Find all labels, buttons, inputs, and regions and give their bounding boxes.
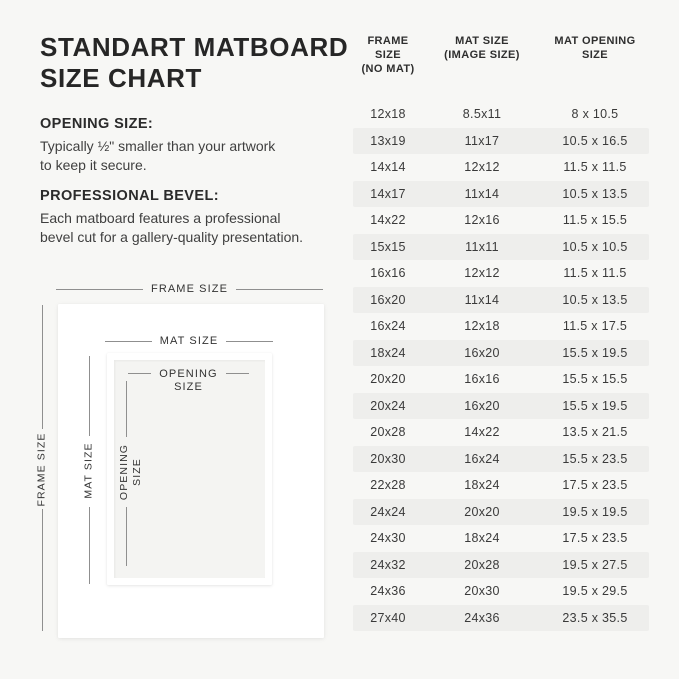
table-cell: 15.5 x 19.5: [562, 345, 628, 360]
table-row: [353, 446, 649, 473]
size-table-header: [353, 34, 649, 76]
opening-size-horizontal-label: [128, 367, 249, 380]
opening-size-label-line1: OPENING: [159, 367, 218, 380]
table-cell: 20x20: [464, 504, 500, 519]
table-cell: 15.5 x 19.5: [562, 398, 628, 413]
table-cell: 20x28: [370, 425, 406, 440]
opening-size-label-line2: SIZE: [174, 381, 203, 393]
table-cell: 18x24: [464, 478, 500, 493]
table-row: [353, 499, 649, 526]
opening-size-body-line1: Typically ½" smaller than your artwork: [40, 138, 276, 154]
mat-size-label-text: MAT SIZE: [159, 335, 219, 347]
measure-line: [89, 507, 90, 584]
table-cell: 17.5 x 23.5: [562, 478, 628, 493]
table-cell: 19.5 x 19.5: [562, 504, 628, 519]
table-row: [353, 552, 649, 579]
table-row: [353, 578, 649, 605]
table-cell: 19.5 x 27.5: [562, 557, 628, 572]
table-cell: 14x22: [464, 425, 500, 440]
table-cell: 11.5 x 11.5: [563, 266, 627, 281]
professional-bevel-body-line2: bevel cut for a gallery-quality presentation.: [40, 229, 304, 245]
table-cell: 11.5 x 11.5: [563, 160, 627, 175]
opening-size-heading: OPENING SIZE:: [40, 116, 154, 132]
table-cell: 12x12: [464, 160, 500, 175]
info-section-professional-bevel: [40, 188, 340, 247]
table-cell: 16x20: [464, 345, 500, 360]
measure-line: [126, 507, 127, 566]
table-cell: 15.5 x 23.5: [562, 451, 628, 466]
table-cell: 16x16: [370, 266, 406, 281]
info-section-opening-size: [40, 116, 340, 175]
table-row: [353, 181, 649, 208]
table-cell: 11x17: [464, 133, 500, 148]
table-row: [353, 260, 649, 287]
header-frame-size-line1: FRAME SIZE: [367, 35, 409, 61]
table-row: [353, 393, 649, 420]
table-row: [353, 605, 649, 632]
page-title-line2: SIZE CHART: [40, 63, 202, 93]
table-cell: 10.5 x 10.5: [562, 239, 628, 254]
table-row: [353, 366, 649, 393]
table-cell: 24x36: [370, 584, 406, 599]
table-cell: 14x14: [370, 160, 406, 175]
table-cell: 27x40: [370, 610, 406, 625]
professional-bevel-heading: PROFESSIONAL BEVEL:: [40, 188, 219, 204]
mat-size-horizontal-label: [105, 334, 273, 348]
table-row: [353, 287, 649, 314]
measure-line: [128, 373, 151, 374]
professional-bevel-body-line1: Each matboard features a professional: [40, 210, 281, 226]
measure-line: [105, 341, 152, 342]
table-row: [353, 340, 649, 367]
professional-bevel-body: [40, 209, 340, 247]
measure-line: [89, 356, 90, 436]
table-cell: 16x24: [370, 319, 406, 334]
table-row: [353, 234, 649, 261]
table-cell: 18x24: [370, 345, 406, 360]
table-cell: 11.5 x 17.5: [562, 319, 628, 334]
table-cell: 11x14: [464, 292, 500, 307]
header-mat-size-line1: MAT SIZE: [455, 35, 509, 47]
table-cell: 20x24: [370, 398, 406, 413]
table-cell: 24x36: [464, 610, 500, 625]
table-cell: 17.5 x 23.5: [562, 531, 628, 546]
table-cell: 12x18: [464, 319, 500, 334]
table-cell: 15x15: [370, 239, 406, 254]
table-cell: 24x32: [370, 557, 406, 572]
table-cell: 23.5 x 35.5: [562, 610, 628, 625]
table-cell: 11x11: [465, 239, 499, 254]
table-cell: 13x19: [370, 133, 406, 148]
header-mat-opening-size: [541, 34, 649, 76]
header-frame-size-line2: (NO MAT): [361, 63, 415, 75]
header-mat-size: [423, 34, 541, 76]
frame-size-vertical-label: FRAME SIZE: [35, 432, 48, 507]
frame-size-label-text: FRAME SIZE: [151, 283, 229, 295]
measure-line: [42, 509, 43, 631]
opening-size-body-line2: to keep it secure.: [40, 157, 147, 173]
table-cell: 8 x 10.5: [571, 107, 619, 122]
table-row: [353, 472, 649, 499]
header-mat-opening-size-line1: MAT OPENING: [554, 35, 636, 47]
table-row: [353, 101, 649, 128]
table-cell: 10.5 x 13.5: [562, 186, 628, 201]
table-cell: 15.5 x 15.5: [562, 372, 628, 387]
table-cell: 24x24: [370, 504, 406, 519]
page-title-line1: STANDART MATBOARD: [40, 32, 349, 62]
measure-line: [42, 305, 43, 429]
table-cell: 10.5 x 16.5: [562, 133, 628, 148]
table-cell: 14x22: [370, 213, 406, 228]
table-cell: 16x20: [464, 398, 500, 413]
table-row: [353, 313, 649, 340]
frame-size-horizontal-label: [56, 282, 323, 296]
table-cell: 16x24: [464, 451, 500, 466]
table-row: [353, 207, 649, 234]
mat-size-vertical-label: MAT SIZE: [82, 442, 95, 499]
table-row: [353, 525, 649, 552]
table-row: [353, 128, 649, 155]
table-cell: 22x28: [370, 478, 406, 493]
header-frame-size: [353, 34, 423, 76]
table-cell: 8.5x11: [462, 107, 502, 122]
opening-size-vertical-line1: OPENING: [118, 443, 130, 501]
table-cell: 16x16: [464, 372, 500, 387]
table-cell: 11.5 x 15.5: [562, 213, 628, 228]
table-cell: 12x12: [464, 266, 500, 281]
table-cell: 20x28: [464, 557, 500, 572]
size-table-body: [353, 101, 649, 631]
table-cell: 20x30: [370, 451, 406, 466]
table-cell: 20x30: [464, 584, 500, 599]
measure-line: [226, 373, 249, 374]
measure-line: [236, 289, 323, 290]
header-mat-size-line2: (IMAGE SIZE): [444, 49, 520, 61]
measure-line: [126, 381, 127, 437]
header-mat-opening-size-line2: SIZE: [581, 49, 609, 61]
table-cell: 24x30: [370, 531, 406, 546]
table-cell: 16x20: [370, 292, 406, 307]
table-cell: 20x20: [370, 372, 406, 387]
table-cell: 14x17: [370, 186, 406, 201]
measure-line: [56, 289, 143, 290]
table-row: [353, 419, 649, 446]
table-cell: 10.5 x 13.5: [562, 292, 628, 307]
table-cell: 11x14: [464, 186, 500, 201]
table-cell: 12x16: [464, 213, 500, 228]
table-cell: 12x18: [370, 107, 406, 122]
table-cell: 13.5 x 21.5: [562, 425, 628, 440]
opening-size-vertical-line2: SIZE: [131, 458, 143, 486]
opening-size-vertical-label: [118, 432, 144, 512]
measure-line: [226, 341, 273, 342]
table-row: [353, 154, 649, 181]
table-cell: 19.5 x 29.5: [562, 584, 628, 599]
table-cell: 18x24: [464, 531, 500, 546]
opening-size-body: [40, 137, 340, 175]
size-table: [353, 34, 649, 631]
page-title: [40, 32, 348, 94]
